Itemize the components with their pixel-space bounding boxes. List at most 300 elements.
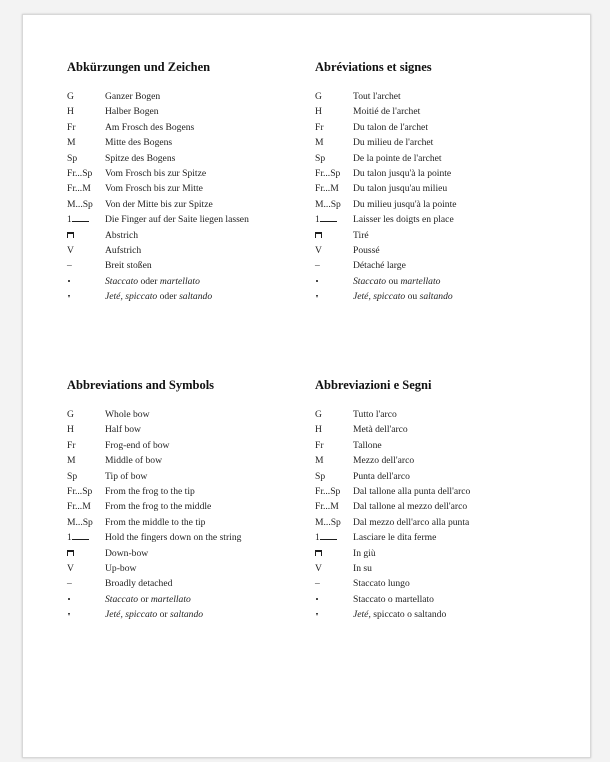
abbreviation-meaning	[105, 197, 213, 212]
staccato-wedge-icon	[316, 613, 318, 616]
abbreviation-meaning	[105, 530, 241, 545]
abbreviation-text: Fr...Sp	[67, 167, 93, 179]
abbreviation-meaning	[105, 166, 206, 181]
abbreviation-symbol	[315, 469, 353, 484]
abbreviation-symbol	[315, 453, 353, 468]
list-item	[67, 228, 307, 243]
staccato-dot-icon	[316, 280, 318, 282]
list-item	[315, 407, 555, 422]
list-item	[67, 407, 307, 422]
list-item	[67, 592, 307, 607]
section-title: Abréviations et signes	[315, 60, 432, 74]
list-item	[315, 576, 555, 591]
meaning-text: Tout l'archet	[353, 91, 401, 102]
abbreviation-text: M	[67, 137, 76, 149]
abbreviation-symbol	[315, 258, 353, 273]
meaning-text: Die Finger auf der Saite liegen lassen	[105, 214, 249, 226]
meaning-text: Lasciare le dita ferme	[353, 532, 437, 544]
abbreviation-meaning	[105, 243, 141, 258]
abbreviation-meaning	[353, 592, 434, 607]
meaning-text: Tallone	[353, 439, 382, 451]
list-item	[67, 422, 307, 437]
down-bow-icon	[67, 550, 74, 556]
abbreviation-list	[315, 407, 555, 622]
abbreviation-text: V	[67, 244, 74, 256]
abbreviation-list	[67, 89, 307, 304]
abbreviation-symbol	[67, 89, 105, 104]
list-item	[67, 135, 307, 150]
list-item	[315, 422, 555, 437]
abbreviation-text: G	[315, 409, 322, 420]
abbreviation-meaning	[353, 438, 382, 453]
abbreviation-symbol	[67, 546, 105, 561]
meaning-text: From the middle to the tip	[105, 516, 206, 528]
list-item	[67, 546, 307, 561]
list-item	[315, 274, 555, 289]
down-bow-icon	[67, 232, 74, 238]
abbreviation-symbol	[67, 151, 105, 166]
meaning-text: From the frog to the tip	[105, 485, 195, 497]
meaning-text: Staccato o martellato	[353, 593, 434, 605]
abbreviation-text: G	[67, 91, 74, 102]
abbreviation-meaning	[105, 258, 152, 273]
list-item	[315, 228, 555, 243]
meaning-text: Am Frosch des Bogens	[105, 121, 195, 133]
meaning-text: Staccato	[105, 275, 139, 287]
abbreviation-symbol	[315, 407, 353, 422]
list-item	[67, 212, 307, 227]
abbreviation-text: Sp	[67, 470, 78, 482]
abbreviation-symbol	[67, 120, 105, 135]
meaning-text: Staccato	[353, 275, 387, 287]
abbreviation-meaning	[105, 212, 249, 227]
list-item	[67, 166, 307, 181]
abbreviation-symbol	[67, 453, 105, 468]
abbreviation-symbol	[315, 104, 353, 119]
abbreviation-meaning	[105, 469, 147, 484]
abbreviation-meaning	[353, 499, 467, 514]
abbreviation-meaning	[353, 228, 369, 243]
meaning-text: Du talon jusqu'à la pointe	[353, 167, 452, 179]
abbreviation-symbol	[67, 515, 105, 530]
abbreviation-symbol	[67, 243, 105, 258]
meaning-text: Up-bow	[105, 562, 137, 574]
abbreviation-symbol	[315, 607, 353, 622]
meaning-text: De la pointe de l'archet	[353, 152, 442, 164]
abbreviation-text: H	[67, 424, 74, 436]
abbreviation-symbol	[67, 438, 105, 453]
abbreviation-text: V	[315, 562, 322, 574]
list-item	[315, 135, 555, 150]
abbreviation-symbol	[67, 166, 105, 181]
abbreviation-meaning	[353, 212, 454, 227]
abbreviation-symbol	[315, 243, 353, 258]
meaning-text: or	[157, 609, 171, 621]
abbreviation-meaning	[353, 546, 376, 561]
abbreviation-meaning	[353, 181, 447, 196]
abbreviation-meaning	[353, 197, 457, 212]
hold-line-icon	[72, 221, 89, 222]
abbreviation-meaning	[353, 243, 380, 258]
section-french	[315, 60, 555, 304]
meaning-text: or	[138, 593, 151, 605]
list-item	[315, 469, 555, 484]
abbreviation-text: Fr...Sp	[315, 167, 341, 179]
abbreviation-symbol	[315, 592, 353, 607]
meaning-text: Jeté, spiccato	[353, 291, 406, 303]
meaning-text: Spitze des Bogens	[105, 152, 176, 164]
abbreviation-symbol	[67, 469, 105, 484]
abbreviation-symbol	[315, 289, 353, 304]
abbreviation-text: M	[67, 455, 76, 467]
abbreviation-symbol	[67, 135, 105, 150]
list-item	[315, 515, 555, 530]
abbreviation-meaning	[105, 151, 175, 166]
hold-line-icon	[72, 539, 89, 540]
abbreviation-text: M	[315, 137, 324, 149]
list-item	[315, 197, 555, 212]
meaning-text: Tip of bow	[105, 470, 148, 482]
section-title: Abbreviations and Symbols	[67, 378, 215, 392]
meaning-text: Poussé	[353, 244, 380, 256]
abbreviation-symbol	[67, 499, 105, 514]
abbreviation-symbol	[315, 89, 353, 104]
meaning-text: Staccato	[105, 593, 139, 605]
meaning-text: spiccato o saltando	[370, 609, 447, 621]
meaning-text: Down-bow	[105, 547, 149, 559]
abbreviation-meaning	[105, 274, 200, 289]
meaning-text: Breit stoßen	[105, 260, 152, 272]
abbreviation-meaning	[353, 453, 414, 468]
abbreviation-symbol	[315, 499, 353, 514]
staccato-wedge-icon	[68, 613, 70, 616]
meaning-text: Du talon jusqu'au milieu	[353, 183, 448, 195]
abbreviation-symbol	[67, 561, 105, 576]
list-item	[67, 258, 307, 273]
abbreviation-meaning	[105, 120, 194, 135]
abbreviation-text: H	[315, 106, 322, 118]
list-item	[315, 438, 555, 453]
abbreviation-meaning	[353, 89, 401, 104]
meaning-text: Whole bow	[105, 409, 150, 420]
abbreviation-symbol	[67, 258, 105, 273]
abbreviation-symbol	[67, 104, 105, 119]
abbreviation-text: –	[315, 578, 320, 590]
meaning-text: Punta dell'arco	[353, 470, 410, 482]
staccato-wedge-icon	[316, 295, 318, 298]
abbreviation-meaning	[353, 469, 410, 484]
abbreviation-text: M	[315, 455, 324, 467]
abbreviation-meaning	[353, 607, 446, 622]
abbreviation-symbol	[67, 592, 105, 607]
abbreviation-text: Fr	[315, 121, 324, 133]
meaning-text: martellato	[159, 275, 200, 287]
meaning-text: From the frog to the middle	[105, 501, 212, 513]
abbreviation-symbol	[315, 438, 353, 453]
abbreviation-symbol	[67, 422, 105, 437]
list-item	[315, 484, 555, 499]
abbreviation-meaning	[353, 422, 408, 437]
list-item	[67, 89, 307, 104]
list-item	[67, 197, 307, 212]
list-item	[315, 592, 555, 607]
meaning-text: saltando	[419, 291, 453, 303]
abbreviation-text: Fr...M	[67, 501, 91, 513]
abbreviation-meaning	[105, 515, 205, 530]
list-item	[67, 438, 307, 453]
abbreviation-symbol	[67, 607, 105, 622]
section-german	[67, 60, 307, 304]
section-title: Abbreviazioni e Segni	[315, 378, 432, 392]
list-item	[67, 561, 307, 576]
abbreviation-text: 1	[315, 532, 320, 544]
meaning-text: Laisser les doigts en place	[353, 214, 454, 226]
meaning-text: saltando	[179, 291, 213, 303]
abbreviation-text: Fr...M	[67, 183, 91, 195]
abbreviation-meaning	[105, 607, 203, 622]
list-item	[315, 546, 555, 561]
abbreviation-text: –	[315, 260, 320, 272]
list-item	[315, 166, 555, 181]
meaning-text: Dal tallone alla punta dell'arco	[353, 485, 471, 497]
abbreviation-symbol	[67, 576, 105, 591]
abbreviation-symbol	[315, 151, 353, 166]
abbreviation-text: V	[67, 562, 74, 574]
abbreviation-symbol	[315, 166, 353, 181]
abbreviation-meaning	[105, 561, 136, 576]
abbreviation-text: Sp	[315, 470, 326, 482]
list-item	[315, 607, 555, 622]
list-item	[67, 243, 307, 258]
staccato-wedge-icon	[68, 295, 70, 298]
abbreviation-symbol	[67, 407, 105, 422]
meaning-text: martellato	[400, 275, 441, 287]
abbreviation-symbol	[67, 484, 105, 499]
meaning-text: Du milieu de l'archet	[353, 137, 434, 149]
meaning-text: Halber Bogen	[105, 106, 159, 118]
abbreviation-meaning	[353, 120, 428, 135]
meaning-text: Metà dell'arco	[353, 424, 408, 436]
staccato-dot-icon	[68, 280, 70, 282]
meaning-text: In giù	[353, 547, 376, 559]
meaning-text: In su	[353, 562, 372, 574]
meaning-text: Jeté, spiccato	[105, 291, 158, 303]
list-item	[315, 151, 555, 166]
abbreviation-text: Sp	[315, 152, 326, 164]
abbreviation-meaning	[353, 151, 442, 166]
abbreviation-symbol	[67, 530, 105, 545]
list-item	[315, 561, 555, 576]
abbreviation-meaning	[353, 484, 470, 499]
abbreviation-text: M...Sp	[315, 516, 341, 528]
list-item	[315, 212, 555, 227]
abbreviation-text: Fr...Sp	[315, 485, 341, 497]
meaning-text: Mezzo dell'arco	[353, 455, 415, 467]
list-item	[315, 120, 555, 135]
abbreviation-meaning	[105, 592, 191, 607]
meaning-text: Du milieu jusqu'à la pointe	[353, 198, 457, 210]
abbreviation-text: –	[67, 578, 72, 590]
list-item	[315, 181, 555, 196]
meaning-text: Du talon de l'archet	[353, 121, 428, 133]
abbreviation-meaning	[353, 530, 436, 545]
list-item	[315, 289, 555, 304]
abbreviation-text: M...Sp	[67, 198, 93, 210]
meaning-text: oder	[138, 275, 160, 287]
abbreviation-symbol	[315, 228, 353, 243]
meaning-text: Von der Mitte bis zur Spitze	[105, 198, 213, 210]
abbreviation-meaning	[105, 453, 162, 468]
abbreviation-meaning	[105, 289, 212, 304]
meaning-text: Half bow	[105, 424, 141, 436]
meaning-text: Mitte des Bogens	[105, 137, 173, 149]
abbreviation-symbol	[315, 135, 353, 150]
section-english	[67, 378, 307, 622]
abbreviation-text: 1	[67, 532, 72, 544]
meaning-text: Dal mezzo dell'arco alla punta	[353, 516, 470, 528]
list-item	[67, 576, 307, 591]
meaning-text: Moitié de l'archet	[353, 106, 421, 118]
abbreviation-text: Fr...Sp	[67, 485, 93, 497]
abbreviation-meaning	[353, 576, 410, 591]
abbreviation-symbol	[67, 212, 105, 227]
abbreviation-text: Fr	[67, 439, 76, 451]
abbreviation-meaning	[105, 135, 172, 150]
abbreviation-symbol	[67, 181, 105, 196]
abbreviation-symbol	[315, 561, 353, 576]
meaning-text: Dal tallone al mezzo dell'arco	[353, 501, 468, 513]
list-item	[67, 484, 307, 499]
abbreviation-meaning	[353, 289, 453, 304]
abbreviation-text: G	[315, 91, 322, 102]
list-item	[67, 499, 307, 514]
meaning-text: saltando	[170, 609, 204, 621]
list-item	[315, 453, 555, 468]
abbreviation-symbol	[315, 120, 353, 135]
abbreviation-meaning	[105, 422, 141, 437]
abbreviation-meaning	[353, 407, 397, 422]
abbreviation-meaning	[105, 546, 148, 561]
abbreviation-text: 1	[315, 214, 320, 226]
list-item	[67, 453, 307, 468]
abbreviation-text: 1	[67, 214, 72, 226]
abbreviation-meaning	[105, 438, 169, 453]
meaning-text: Tutto l'arco	[353, 409, 397, 420]
meaning-text: martellato	[150, 593, 191, 605]
abbreviation-meaning	[105, 228, 138, 243]
abbreviation-text: Sp	[67, 152, 78, 164]
list-item	[67, 530, 307, 545]
abbreviation-symbol	[67, 228, 105, 243]
document-page	[22, 14, 591, 758]
abbreviation-meaning	[105, 181, 203, 196]
staccato-dot-icon	[316, 598, 318, 600]
list-item	[67, 469, 307, 484]
list-item	[67, 515, 307, 530]
list-item	[67, 607, 307, 622]
list-item	[67, 120, 307, 135]
meaning-text: Abstrich	[105, 229, 139, 241]
staccato-dot-icon	[68, 598, 70, 600]
abbreviation-text: M...Sp	[67, 516, 93, 528]
meaning-text: Staccato lungo	[353, 578, 410, 590]
meaning-text: Frog-end of bow	[105, 439, 170, 451]
meaning-text: Ganzer Bogen	[105, 91, 161, 102]
abbreviation-symbol	[315, 576, 353, 591]
abbreviation-text: V	[315, 244, 322, 256]
list-item	[315, 89, 555, 104]
abbreviation-symbol	[315, 422, 353, 437]
abbreviation-meaning	[105, 484, 195, 499]
list-item	[67, 181, 307, 196]
list-item	[67, 104, 307, 119]
abbreviation-meaning	[353, 515, 469, 530]
abbreviation-symbol	[67, 274, 105, 289]
abbreviation-meaning	[353, 258, 406, 273]
meaning-text: Vom Frosch bis zur Spitze	[105, 167, 207, 179]
meaning-text: Aufstrich	[105, 244, 142, 256]
meaning-text: ou	[405, 291, 420, 303]
section-title: Abkürzungen und Zeichen	[67, 60, 211, 74]
down-bow-icon	[315, 232, 322, 238]
abbreviation-symbol	[315, 181, 353, 196]
abbreviation-symbol	[315, 197, 353, 212]
list-item	[315, 243, 555, 258]
abbreviation-text: Fr	[315, 439, 324, 451]
abbreviation-list	[315, 89, 555, 304]
abbreviation-symbol	[315, 530, 353, 545]
list-item	[315, 499, 555, 514]
abbreviation-symbol	[315, 212, 353, 227]
abbreviation-text: –	[67, 260, 72, 272]
meaning-text: Vom Frosch bis zur Mitte	[105, 183, 203, 195]
abbreviation-meaning	[353, 166, 451, 181]
meaning-text: ou	[386, 275, 401, 287]
hold-line-icon	[320, 221, 337, 222]
meaning-text: Broadly detached	[105, 578, 173, 590]
abbreviation-symbol	[315, 484, 353, 499]
abbreviation-meaning	[353, 104, 420, 119]
abbreviation-meaning	[353, 135, 433, 150]
abbreviation-symbol	[315, 274, 353, 289]
meaning-text: oder	[157, 291, 180, 303]
abbreviation-text: Fr...M	[315, 183, 339, 195]
abbreviation-symbol	[315, 515, 353, 530]
meaning-text: Tiré	[353, 229, 369, 241]
abbreviation-meaning	[353, 274, 440, 289]
abbreviation-symbol	[315, 546, 353, 561]
abbreviation-text: Fr...M	[315, 501, 339, 513]
list-item	[67, 289, 307, 304]
abbreviation-meaning	[105, 499, 211, 514]
down-bow-icon	[315, 550, 322, 556]
abbreviation-list	[67, 407, 307, 622]
list-item	[315, 104, 555, 119]
list-item	[67, 274, 307, 289]
abbreviation-meaning	[353, 561, 372, 576]
abbreviation-symbol	[67, 289, 105, 304]
abbreviation-text: Fr	[67, 121, 76, 133]
list-item	[67, 151, 307, 166]
list-item	[315, 258, 555, 273]
abbreviation-text: M...Sp	[315, 198, 341, 210]
abbreviation-text: H	[315, 424, 322, 436]
meaning-text: Jeté, spiccato	[105, 609, 158, 621]
meaning-text: Détaché large	[353, 260, 406, 272]
meaning-text: Middle of bow	[105, 455, 163, 467]
abbreviation-meaning	[105, 104, 159, 119]
abbreviation-meaning	[105, 576, 172, 591]
